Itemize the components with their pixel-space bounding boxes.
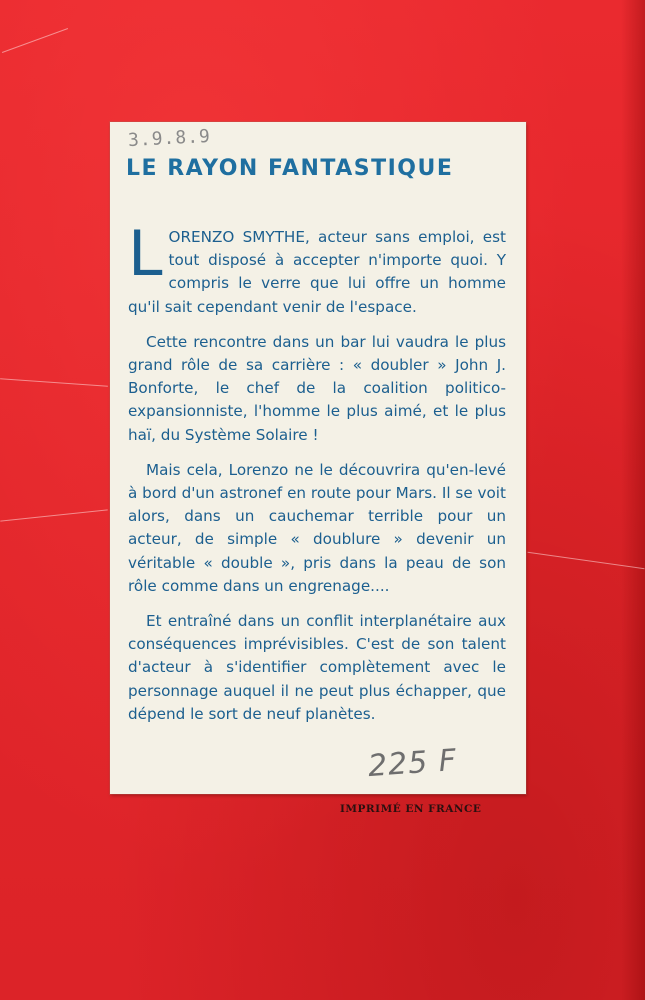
blurb-card	[110, 122, 526, 794]
drop-cap: L	[128, 217, 163, 290]
cover-edge-wear	[621, 0, 645, 1000]
pencil-price: 225 F	[366, 742, 459, 785]
blurb-text	[128, 217, 506, 738]
imprint-label: IMPRIMÉ EN FRANCE	[340, 803, 482, 815]
cover-crease	[2, 28, 68, 53]
blurb-paragraph: Mais cela, Lorenzo ne le découvrira qu'en-levé à bord d'un astronef en route pour Mars. Il se voit alors, dans un cauchemar terrible pour un acteur, de simple « doublure » devenir un véritable « double », pris dans la peau de son rôle comme dans un engrenage....	[128, 460, 506, 595]
blurb-paragraph: Et entraîné dans un conflit interplanétaire aux conséquences imprévisibles. C'est de son talent d'acteur à s'identifier complètement avec le personnage auquel il ne peut plus échapper, que dépend le sort de neuf planètes.	[128, 612, 506, 723]
blurb-paragraph: LORENZO SMYTHE, acteur sans emploi, est tout disposé à accepter n'importe quoi. Y compris le verre que lui offre un homme qu'il sait cependant venir de l'espace.	[128, 217, 506, 316]
cover-crease	[0, 509, 108, 521]
cover-crease	[0, 378, 108, 387]
series-title: LE RAYON FANTASTIQUE	[126, 156, 454, 181]
pencil-reference-number: 3.9.8.9	[127, 125, 212, 152]
blurb-paragraph: Cette rencontre dans un bar lui vaudra le plus grand rôle de sa carrière : « doubler » John J. Bonforte, le chef de la coalition politico-expansionniste, l'homme le plus aimé, et le plus haï, du Système Solaire !	[128, 332, 506, 444]
